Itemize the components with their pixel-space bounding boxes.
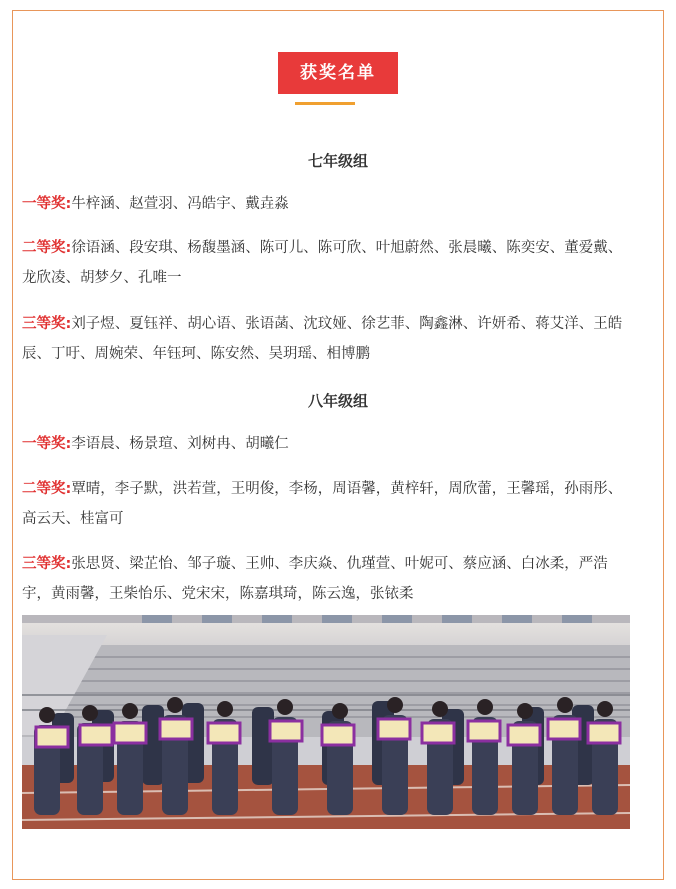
- prize-row-grade7-first: [22, 189, 632, 219]
- prize-row-grade8-third: [22, 549, 632, 609]
- prize-row-grade8-second: [22, 474, 632, 534]
- prize-names: 覃晴，李子默，洪若萱，王明俊，李杨，周语馨，黄梓轩，周欣蕾，王馨瑶，孙雨彤、高云天、桂富可: [22, 481, 623, 527]
- prize-names: 徐语涵、段安琪、杨馥墨涵、陈可儿、陈可欣、叶旭蔚然、张晨曦、陈奕安、董爱戴、龙欣凌、胡梦夕、孔唯一: [22, 240, 623, 286]
- prize-label: 一等奖:: [22, 436, 72, 452]
- prize-label: 二等奖:: [22, 240, 72, 256]
- prize-names: 李语晨、杨景瑄、刘树冉、胡曦仁: [71, 436, 289, 452]
- group-photo-illustration: [22, 615, 630, 829]
- group-heading-grade8: 八年级组: [307, 392, 368, 410]
- prize-row-grade7-third: [22, 309, 632, 369]
- prize-label: 二等奖:: [22, 481, 72, 497]
- prize-label: 三等奖:: [22, 556, 72, 572]
- title-underline: [295, 102, 355, 105]
- prize-names: 牛梓涵、赵萱羽、冯皓宇、戴垚淼: [71, 196, 289, 212]
- prize-names: 张思贤、梁芷怡、邹子璇、王帅、李庆焱、仇瑾萱、叶妮可、蔡应涵、白冰柔，严浩宇，黄雨馨，王柴怡乐、党宋宋，陈嘉琪琦，陈云逸，张铱柔: [22, 556, 608, 602]
- prize-row-grade8-first: [22, 429, 632, 459]
- prize-row-grade7-second: [22, 233, 632, 293]
- title-wrap: [0, 52, 676, 94]
- group-photo: [22, 615, 630, 829]
- page-title: 获奖名单: [278, 52, 398, 94]
- prize-names: 刘子煜、夏钰祥、胡心语、张语菡、沈玟娅、徐艺菲、陶鑫淋、许妍希、蒋艾洋、王皓辰、丁吁、周婉荣、年钰珂、陈安然、吴玥瑶、相博鹏: [22, 316, 623, 362]
- prize-label: 一等奖:: [22, 196, 72, 212]
- group-heading-grade7: 七年级组: [307, 152, 368, 170]
- prize-label: 三等奖:: [22, 316, 72, 332]
